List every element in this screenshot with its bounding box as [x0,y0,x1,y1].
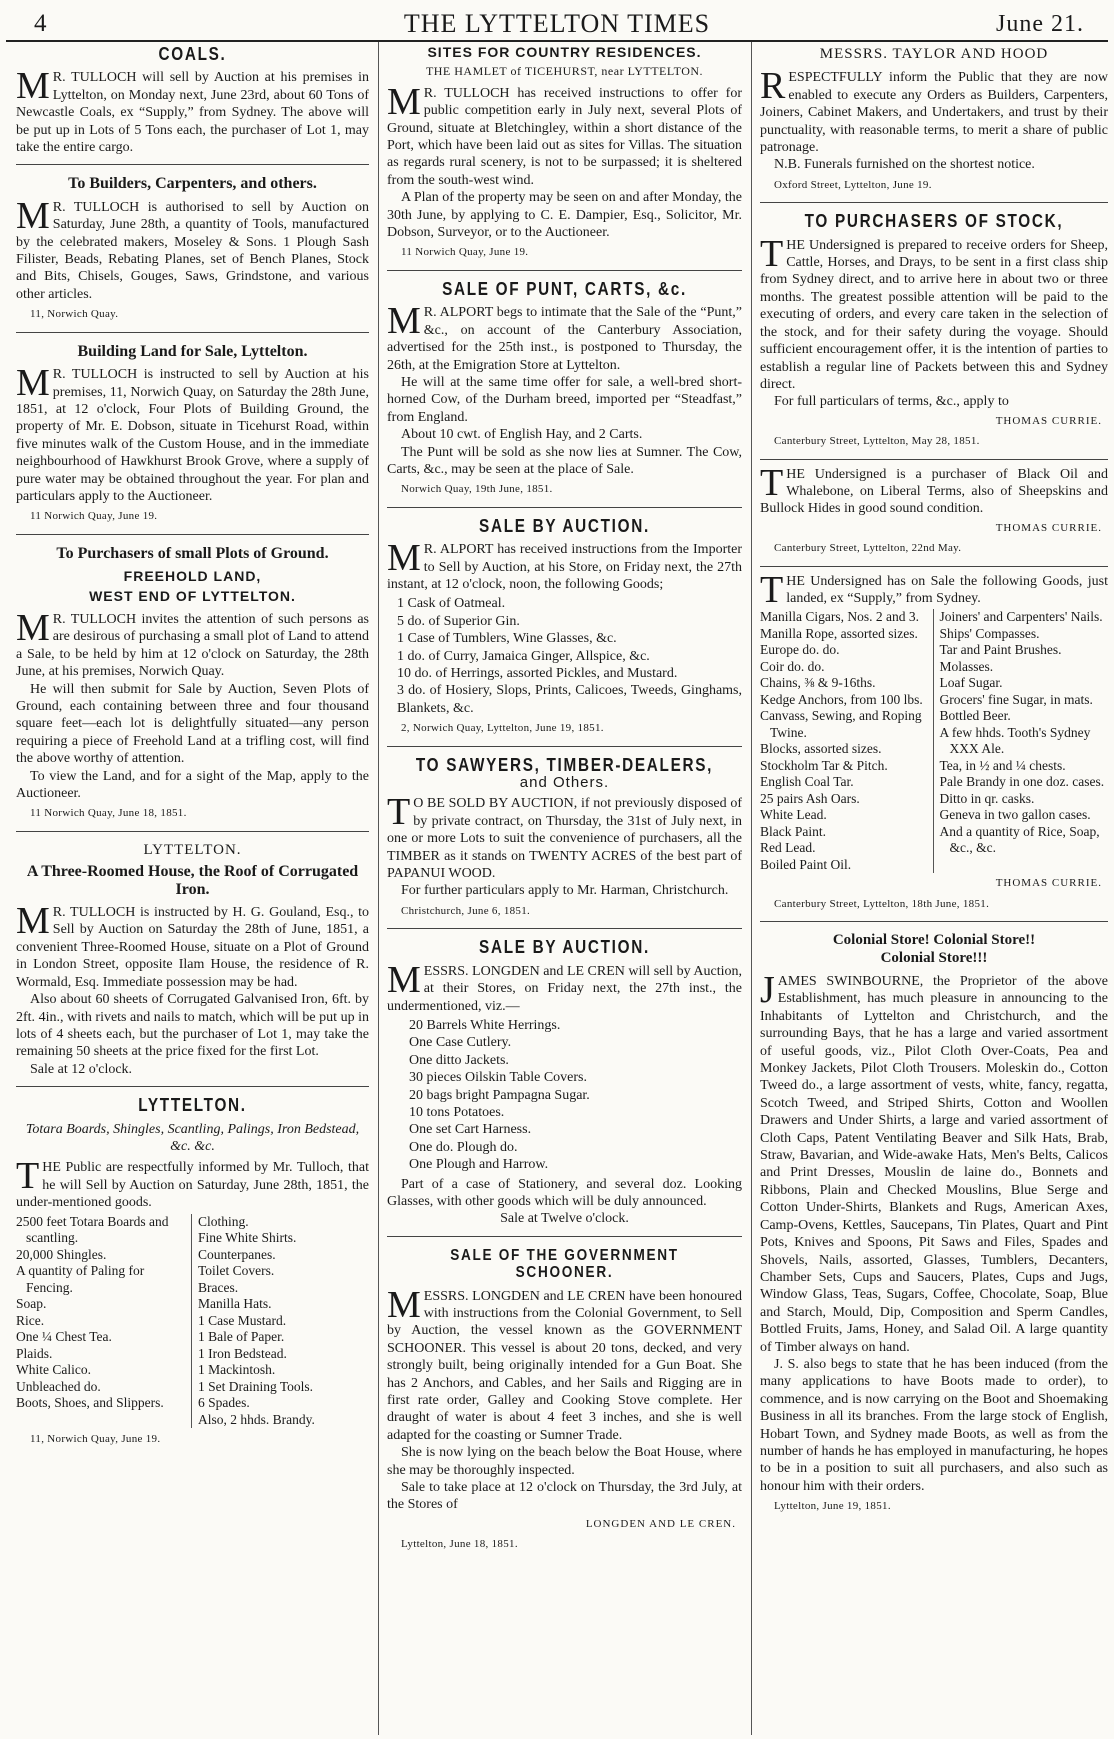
ad-body: For further particulars apply to Mr. Harman, Christchurch. [401,883,729,899]
ad-signature: THOMAS CURRIE. [995,414,1102,427]
ad-subheading: WEST END OF LYTTELTON. [89,587,296,604]
list-item: Boots, Shoes, and Slippers. [16,1395,164,1411]
column-rule-1 [378,42,379,1735]
list-item: Fine White Shirts. [198,1230,297,1246]
ad-body: MESSRS. LONGDEN and LE CREN will sell by Auction, at their Stores, on Friday next, the 27th inst., the undermentioned, viz.— [387,958,742,1014]
list-item: White Lead. [760,807,827,823]
goods-list-left [760,609,934,873]
list-item: 1 do. of Curry, Jamaica Ginger, Allspice, &c. [397,648,650,664]
list-item: Braces. [198,1279,239,1295]
ad-body: A Plan of the property may be seen on and after Monday, the 30th June, by applying to C. E. Dampier, Esq., Solicitor, Mr. Dobson, Surveyor, or to the Auctioneer. [387,190,742,241]
list-item: Pale Brandy in one doz. cases. [939,774,1105,790]
list-item: 1 Case Mustard. [198,1312,287,1328]
ad-dateline: Lyttelton, June 18, 1851. [401,1538,518,1551]
list-item: 10 do. of Herrings, assorted Pickles, and Mustard. [397,666,678,681]
ad-heading: SITES FOR COUNTRY RESIDENCES. [427,44,702,60]
ad-body: Sale at 12 o'clock. [30,1061,133,1077]
list-item: One ¼ Chest Tea. [16,1329,112,1345]
goods-list-left [16,1214,192,1429]
list-item: Bottled Beer. [939,708,1011,724]
ad-small-plots [16,534,369,825]
list-item: Geneva in two gallon cases. [939,807,1091,823]
list-item: Canvass, Sewing, and Roping Twine. [760,708,922,740]
ad-schooner [387,1236,742,1556]
ad-heading: SALE OF PUNT, CARTS, &c. [442,278,687,299]
ad-body: Sale at Twelve o'clock. [500,1211,629,1227]
list-item: 1 Case of Tumblers, Wine Glasses, &c. [397,631,617,647]
list-item: Plaids. [16,1345,53,1361]
ad-body: MESSRS. LONGDEN and LE CREN have been honoured with instructions from the Colonial Government, to Sell by Auction, the vessel known as the GOVERNMENT SCHOONER. This vessel is about 20 tons, decked, and very strongly built, being originally intended for a Gun Boat. She has 2 Anchors, and Cables, and her Sails and Rigging are in first rate order, Galley and Cooking Stove complete. Her draught of water is about 4 feet 3 inches, and she is well adapted for the coasting or Sumner Trade. [387,1283,742,1443]
ad-dateline: Canterbury Street, Lyttelton, 22nd May. [774,542,962,555]
ad-body: MR. ALPORT begs to intimate that the Sale of the “Punt,” &c., on account of the Canterbury Association, advertised for the 25th inst., is postponed to Thursday, the 26th, at the Emigration Store at Lyttelton. [387,300,742,373]
list-item: Manilla Cigars, Nos. 2 and 3. [760,609,919,625]
ad-alport-auction [387,507,742,740]
ad-body: THE Undersigned is a purchaser of Black Oil and Whalebone, on Liberal Terms, also of Sheepskins and Bullock Hides in good sound condition. [760,461,1108,517]
list-item: Grocers' fine Sugar, in mats. [939,691,1093,707]
list-item: A few hhds. Tooth's Sydney XXX Ale. [939,724,1091,757]
ad-black-oil [760,459,1108,560]
ad-heading: SALE BY AUCTION. [479,937,650,958]
ad-dateline: Lyttelton, June 19, 1851. [774,1500,891,1513]
ad-dateline: 11 Norwich Quay, June 18, 1851. [30,807,187,820]
ad-body: Also about 60 sheets of Corrugated Galvanised Iron, 6ft. by 2ft. 4in., with rivets and nails to match, which will be put up in lots of 4 sheets each, but the purchaser of Lot 1, may take the remaining 50 sheets at the price fixed for the first Lot. [16,992,369,1060]
list-item: Loaf Sugar. [939,675,1003,691]
list-item: Joiners' and Carpenters' Nails. [939,609,1103,625]
ad-kicker: LYTTELTON. [143,841,242,858]
newspaper-title: THE LYTTELTON TIMES [403,9,711,38]
list-item: Ditto in qr. casks. [939,790,1035,806]
masthead [6,6,1108,42]
list-item: 20,000 Shingles. [16,1246,107,1262]
ad-body: MR. TULLOCH is authorised to sell by Auction on Saturday, June 28th, a quantity of Tools, manufactured by the celebrated makers, Moseley & Sons. 1 Plough Sash Filister, Beads, Rebating Planes, set of Bench Planes, Stock and Bits, Chisels, Gouges, Saws, Grindstone, and various other articles. [16,194,369,302]
list-item: 1 Cask of Oatmeal. [397,596,506,612]
list-item: Kedge Anchors, from 100 lbs. [760,691,923,707]
ad-body: About 10 cwt. of English Hay, and 2 Carts. [401,427,643,443]
ad-body: MR. TULLOCH invites the attention of such persons as are desirous of purchasing a small plot of Land to attend a Sale, to be held by him at 12 o'clock on Saturday, the 28th June, at his premises, Norwich Quay. [16,606,369,680]
ad-body: He will at the same time offer for sale, a well-bred short-horned Cow, of the Durham breed, imported per “Steadfast,” from England. [387,374,742,425]
goods-list [760,609,1108,873]
ad-body: For full particulars of terms, &c., apply to [774,394,1009,410]
page-number: 4 [34,10,47,37]
ad-body: THE Undersigned is prepared to receive orders for Sheep, Cattle, Horses, and Drays, to be sent in a first class ship from Sydney direct, and to arrive here in about two or three months. The greatest possible attention will be paid to the executing of orders, and every care taken in the selection of the stock, and for their safety during the voyage. Should sufficient encouragement offer, it is the intention of parties to establish a regular line of Packets between this and Sydney direct. [760,232,1108,392]
list-item: 20 Barrels White Herrings. [409,1017,561,1033]
list-item: 3 do. of Hosiery, Slops, Prints, Calicoes, Tweeds, Ginghams, Blankets, &c. [397,683,742,716]
goods-list-right [940,609,1109,873]
list-item: White Calico. [16,1362,91,1378]
list-item: One do. Plough do. [409,1139,518,1155]
ad-heading: Building Land for Sale, Lyttelton. [77,342,308,360]
ad-dateline: 11, Norwich Quay, June 19. [30,1433,161,1446]
ad-signature: LONGDEN AND LE CREN. [585,1517,736,1530]
ad-dateline: Canterbury Street, Lyttelton, 18th June, 1851. [774,897,990,910]
list-item: English Coal Tar. [760,774,854,790]
ad-dateline: Christchurch, June 6, 1851. [401,904,531,917]
ad-heading: Colonial Store!!! [880,949,988,966]
ad-currie-goods [760,566,1108,916]
list-item: Counterpanes. [198,1246,276,1262]
ad-body: THE Undersigned has on Sale the following Goods, just landed, ex “Supply,” from Sydney. [760,568,1108,611]
list-item: Also, 2 hhds. Brandy. [198,1411,315,1427]
list-item: One Plough and Harrow. [409,1157,549,1173]
ad-heading: TO SAWYERS, TIMBER-DEALERS, [415,754,714,775]
list-item: 1 Iron Bedstead. [198,1345,287,1361]
ad-taylor-hood [760,46,1108,196]
list-item: 2500 feet Totara Boards and scantling. [16,1213,169,1246]
list-item: 6 Spades. [198,1395,250,1411]
ad-heading: Colonial Store! Colonial Store!! [832,932,1036,949]
columns [6,42,1108,1735]
ad-body: Sale to take place at 12 o'clock on Thursday, the 3rd July, at the Stores of [387,1480,742,1513]
ad-purchasers-of-stock [760,202,1108,452]
ad-signature: THOMAS CURRIE. [995,521,1102,534]
ad-dateline: 11 Norwich Quay, June 19. [30,510,158,523]
ad-body: She is now lying on the beach below the Boat House, where she may be thoroughly inspected. [387,1445,742,1478]
ad-body: MR. TULLOCH is instructed to sell by Auction at his premises, 11, Norwich Quay, on Saturday the 28th June, 1851, at 12 o'clock, Four Plots of Building Ground, the property of Mr. E. Dobson, situate in Ticehurst Road, within five minutes walk of the Custom House, and in the immediate neighbourhood of Hawkhurst Brook Grove, where a supply of pure water may be obtained throughout the year. For plan and particulars apply to the Auctioneer. [16,362,369,504]
list-item: Chains, ⅜ & 9-16ths. [760,675,876,691]
ad-heading: LYTTELTON. [138,1095,247,1116]
column-3 [760,42,1108,1735]
list-item: One Case Cutlery. [409,1035,512,1051]
list-item: Soap. [16,1296,47,1312]
ad-subheading: THE HAMLET of TICEHURST, near LYTTELTON. [425,64,704,79]
list-item: Coir do. do. [760,658,825,674]
ad-signature: THOMAS CURRIE. [995,877,1102,890]
ad-body: He will then submit for Sale by Auction, Seven Plots of Ground, each containing between three and four thousand square feet—each lot is delightfully situated—any person requiring a piece of Freehold Land at a trifling cost, will find the above worthy of attention. [16,681,369,767]
ad-dateline: 11, Norwich Quay. [30,308,119,321]
ad-heading: SALE OF THE GOVERNMENT SCHOONER. [450,1246,679,1282]
ad-dateline: 2, Norwich Quay, Lyttelton, June 19, 1851. [401,722,604,735]
ad-subheading: FREEHOLD LAND, [123,568,262,585]
list-item: Ships' Compasses. [939,625,1040,641]
ad-totara [16,1086,369,1450]
ad-subheading: Totara Boards, Shingles, Scantling, Palings, Iron Bedstead, &c. &c. [25,1121,360,1154]
list-item: 20 bags bright Pampagna Sugar. [409,1087,590,1103]
ad-heading: TO PURCHASERS OF STOCK, [804,211,1064,232]
list-item: Red Lead. [760,840,816,856]
ad-body: MR. ALPORT has received instructions from the Importer to Sell by Auction, at his Store, on Friday next, the 27th instant, at 12 o'clock, noon, the following Goods; [387,537,742,592]
list-item: Rice. [16,1312,45,1328]
list-item: 1 Mackintosh. [198,1362,276,1378]
list-item: Black Paint. [760,823,826,839]
list-item: Boiled Paint Oil. [760,856,852,872]
list-item: 1 Bale of Paper. [198,1329,285,1345]
ad-dateline: Canterbury Street, Lyttelton, May 28, 1851. [774,435,980,448]
ad-body: To view the Land, and for a sight of the Map, apply to the Auctioneer. [16,768,369,802]
list-item: Stockholm Tar & Pitch. [760,757,888,773]
list-item: 1 Set Draining Tools. [198,1378,314,1394]
list-item: Molasses. [939,658,994,674]
list-item: A quantity of Paling for Fencing. [16,1263,145,1295]
ad-longden-auction [387,928,742,1230]
list-item: 5 do. of Superior Gin. [397,613,520,629]
ad-sawyers [387,746,742,923]
list-item: Clothing. [198,1213,249,1229]
list-item: Manilla Rope, assorted sizes. [760,625,918,641]
list-item: Tea, in ½ and ¼ chests. [939,757,1066,773]
ad-sites [387,44,742,264]
ad-building-land [16,332,369,528]
goods-list [16,1214,369,1429]
list-item: Blocks, assorted sizes. [760,741,882,757]
list-item: 25 pairs Ash Oars. [760,790,860,806]
column-1 [16,42,369,1735]
ad-body: TO BE SOLD BY AUCTION, if not previously disposed of by private contract, on Thursday, the 31st of July next, in one or more Lots to suit the convenience of purchasers, all the TIMBER as it stands on TWENTY ACRES of the best part of PAPANUI WOOD. [387,791,742,882]
list-item: Europe do. do. [760,642,840,658]
ad-colonial-store [760,921,1108,1517]
list-item: And a quantity of Rice, Soap, &c., &c. [939,823,1100,856]
ad-heading: MESSRS. TAYLOR AND HOOD [819,46,1049,62]
ad-heading: A Three-Roomed House, the Roof of Corrugated Iron. [26,863,359,898]
ad-heading: COALS. [158,44,227,64]
ad-builders [16,164,369,325]
ad-heading: To Purchasers of small Plots of Ground. [56,544,329,562]
list-item: 30 pieces Oilskin Table Covers. [409,1070,588,1086]
list-item: Manilla Hats. [198,1296,272,1312]
ad-body: J. S. also begs to state that he has been induced (from the many applications to have Boots made to order), to commence, and is now carrying on the Boot and Shoemaking Business in all its branches. From the large stock of English, Hobart Town, and Sydney made Boots, as well as from the number of hands he has employed in manufacturing, he hopes to be in a position to suit all purchasers, and also such as honour him with their orders. [760,1356,1108,1494]
ad-punt [387,270,742,501]
ad-body: MR. TULLOCH has received instructions to offer for public competition early in July next, several Plots of Ground, situate at Bletchingley, within a short distance of the Port, which have been laid out as sites for Villas. The situation as regards rural scenery, is not to be surpassed; it is sheltered from the south-west wind. [387,80,742,188]
issue-date: June 21. [996,11,1084,37]
goods-list-right [198,1214,369,1429]
ad-body: N.B. Funerals furnished on the shortest notice. [774,157,1035,173]
list-item: Toilet Covers. [198,1263,275,1279]
list-item: One ditto Jackets. [409,1052,509,1068]
ad-body: The Punt will be sold as she now lies at Sumner. The Cow, Carts, &c., may be seen at the place of Sale. [387,444,742,477]
list-item: One set Cart Harness. [409,1122,532,1138]
ad-body: RESPECTFULLY inform the Public that they are now enabled to execute any Orders as Builders, Carpenters, Joiners, Cabinet Makers, and Undertakers, and trust by their punctuality, with reasonable terms, to merit a share of public patronage. [760,65,1108,156]
goods-list [409,1017,742,1174]
ad-dateline: Oxford Street, Lyttelton, June 19. [774,178,932,191]
ad-body: Part of a case of Stationery, and several doz. Looking Glasses, with other goods which will be duly announced. [387,1176,742,1209]
column-2 [387,42,742,1735]
ad-subheading: and Others. [519,774,610,792]
list-item: 10 tons Potatoes. [409,1104,505,1120]
ad-heading: To Builders, Carpenters, and others. [68,175,317,193]
ad-body: THE Public are respectfully informed by Mr. Tulloch, that he will Sell by Auction on Saturday, June 28th, 1851, the under-mentioned goods. [16,1155,369,1211]
ad-body: JAMES SWINBOURNE, the Proprietor of the above Establishment, has much pleasure in announcing to the Inhabitants of Lyttelton and Christchurch, and the surrounding Bays, that he has a large and varied assortment of useful goods, viz., Pilot Cloth Over-Coats, Pea and Monkey Jackets, Pilot Cloth Trousers. Moleskin do., Cotton Tweed do., a large assortment of vests, white, fancy, regatta, Scotch Tweed, and Striped Shirts, Cotton and Woollen Drawers and Under Shirts, a large and varied assortment of Cloth Caps, Patent Ventilating Beaver and Silk Hats, Brab, Straw, Bavarian, and Wide-awake Hats, Men's Belts, Calicos and Print Dresses, Mouslin de laine do., Bonnets and Ribbons, Plain and Checked Mouslins, Blue Serge and Cotton Under-Shirts, Blankets and Rugs, American Axes, Camp-Ovens, Kettles, Saucepans, Tin Plates, Quart and Pint Pots, Knives and Spoons, Pit Saws and Files, Spades and Shovels, Nails, assorted, Glasses, Tumblers, Decanters, Chamber Sets, Cups and Saucers, Plates, Cups and Jugs, Window Glass, Teas, Sugars, Coffee, Chocolate, Soap, Blue and Starch, Mould, Dip, Composition and Sperm Candles, Bottled Fruits, Jams, Honey, and Salad Oil. A large quantity of Timber always on hand. [760,969,1108,1355]
ad-house [16,831,369,1080]
ad-heading: SALE BY AUCTION. [479,515,650,536]
ad-body: MR. TULLOCH will sell by Auction at his premises in Lyttelton, on Monday next, June 23rd, about 60 Tons of Newcastle Coals, ex “Supply,” from Sydney. The above will be put up in Lots of 5 Tons each, the purchaser of Lot 1, may take the entire cargo. [16,65,369,156]
goods-list [397,595,742,717]
column-rule-2 [751,42,752,1735]
ad-dateline: Norwich Quay, 19th June, 1851. [401,483,553,496]
ad-coals [16,46,369,158]
ad-body: MR. TULLOCH is instructed by H. G. Gouland, Esq., to Sell by Auction on Saturday the 28th of June, 1851, a convenient Three-Roomed House, situate on a Plot of Ground in London Street, opposite Ilam House, the residence of R. Wormald, Esq. Immediate possession may be had. [16,900,369,990]
list-item: Unbleached do. [16,1378,101,1394]
list-item: Tar and Paint Brushes. [939,642,1062,658]
ad-dateline: 11 Norwich Quay, June 19. [401,246,529,259]
